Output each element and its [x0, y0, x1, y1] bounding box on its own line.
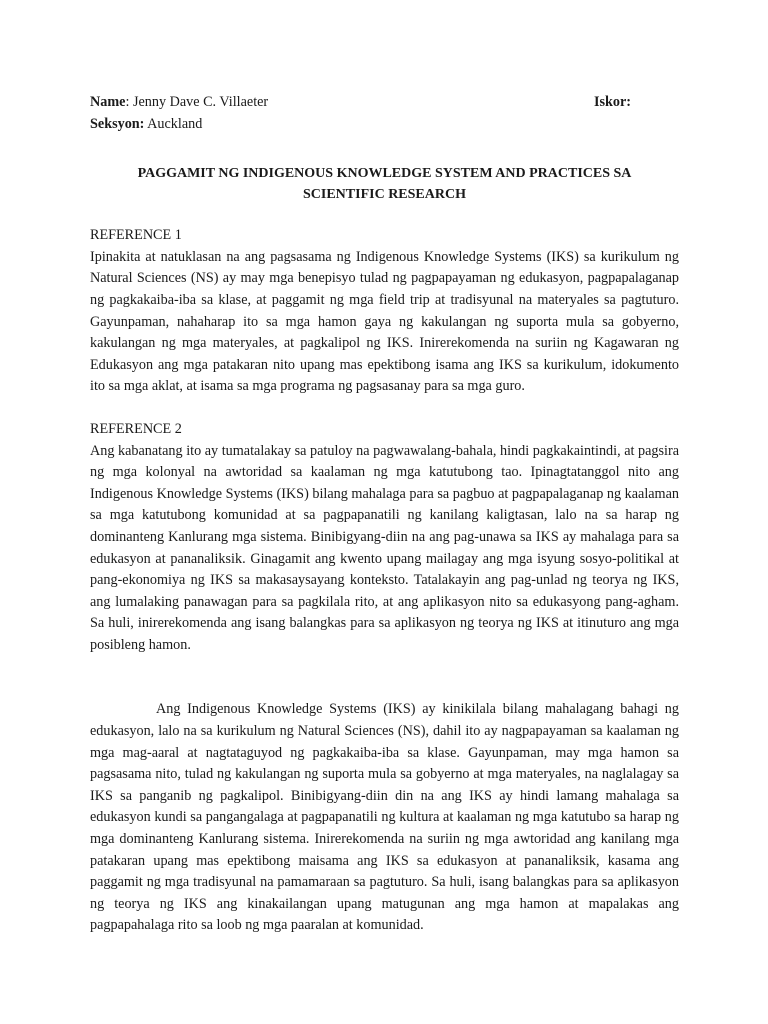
document-title: PAGGAMIT NG INDIGENOUS KNOWLEDGE SYSTEM AND PRACTICES SA SCIENTIFIC RESEARCH [137, 166, 632, 203]
header-name-row [90, 92, 679, 114]
name-label: Name [90, 94, 126, 110]
section-label: Seksyon: [90, 115, 145, 132]
reference-1-heading: REFERENCE 1 [90, 227, 182, 244]
reference-2-text: Ang kabanatang ito ay tumatalakay sa patuloy na pagwawalang-bahala, hindi pagkakaintindi, at pagsira ng mga kolonyal na awtoridad sa kaalaman ng mga katutubong tao. Ipinagtatanggol nito ang Indigenous Knowledge Systems (IKS) bilang mahalaga para sa pagbuo at pagpapalaganap ng kaalaman sa mga katutubong komunidad at sa pagpapanatili ng kanilang kaligtasan, lalo na sa harap ng dominanteng Kanlurang mga sistema. Binibigyang-diin na ang pag-unawa sa IKS ay mahalaga para sa edukasyon at pananaliksik. Ginagamit ang kwento upang mailagay ang mga isyung sosyo-politikal at pang-ekonomiya ng IKS sa makasaysayang konteksto. Tatalakayin ang pag-unlad ng teorya ng IKS, ang lumalaking panawagan para sa pagkilala rito, at ang aplikasyon nito sa edukasyong pang-agham. Sa huli, inirerekomenda ang isang balangkas para sa aplikasyon ng teorya ng IKS at itinuturo ang mga posibleng hamon. [90, 442, 679, 653]
student-name [90, 92, 268, 114]
header-section-row [90, 114, 679, 136]
reference-1-text: Ipinakita at natuklasan na ang pagsasama ng Indigenous Knowledge Systems (IKS) sa kurikulum ng Natural Sciences (NS) ay may mga benepisyo tulad ng pagpapayaman ng edukasyon, pagpapalaganap ng pagkakaiba-iba sa klase, at paggamit ng mga field trip at tradisyunal na materyales sa pagtuturo. Gayunpaman, nahaharap ito sa mga hamon gaya ng kakulangan ng suporta mula sa gobyerno, kakulangan ng mga materyales, at pagkalipol ng IKS. Inirerekomenda na suriin ng Kagawaran ng Edukasyon ang mga patakaran nito upang mas epektibong isama ang IKS sa kurikulum, idokumento ito sa mga aklat, at isama sa mga programa ng pagsasanay para sa mga guro. [90, 248, 679, 395]
reference-2-heading: REFERENCE 2 [90, 420, 182, 437]
score-label: Iskor: [593, 94, 631, 110]
name-value: : Jenny Dave C. Villaeter [125, 94, 269, 110]
essay-paragraph: Ang Indigenous Knowledge Systems (IKS) ay kinikilala bilang mahalagang bahagi ng edukasyon, lalo na sa kurikulum ng Natural Sciences (NS), dahil ito ay nagpapayaman sa kaalaman ng mga mag-aaral at nagtataguyod ng pagkakaiba-iba sa klase. Gayunpaman, may mga hamon sa pagsasama nito, tulad ng kakulangan ng suporta mula sa gobyerno at mga materyales, na naglalagay sa IKS sa panganib ng pagkalipol. Binibigyang-diin din na ang IKS ay hindi lamang mahalaga sa edukasyon kundi sa pangangalaga at pagpapanatili ng kultura at kaalaman ng mga katutubo sa harap ng mga dominanteng Kanlurang sistema. Inirerekomenda na suriin ng mga awtoridad ang kanilang mga patakaran upang mas epektibong maisama ang IKS sa edukasyon at pananaliksik, kasama ang paggamit ng mga tradisyunal na pamamaraan sa pagtuturo. Sa huli, isang balangkas para sa aplikasyon ng teorya ng IKS ang kinakailangan upang matugunan ang mga hamon at mapalakas ang pagpapahalaga rito sa loob ng mga paaralan at komunidad. [90, 701, 679, 934]
section-value: Auckland [144, 115, 203, 132]
document-page [90, 92, 679, 937]
